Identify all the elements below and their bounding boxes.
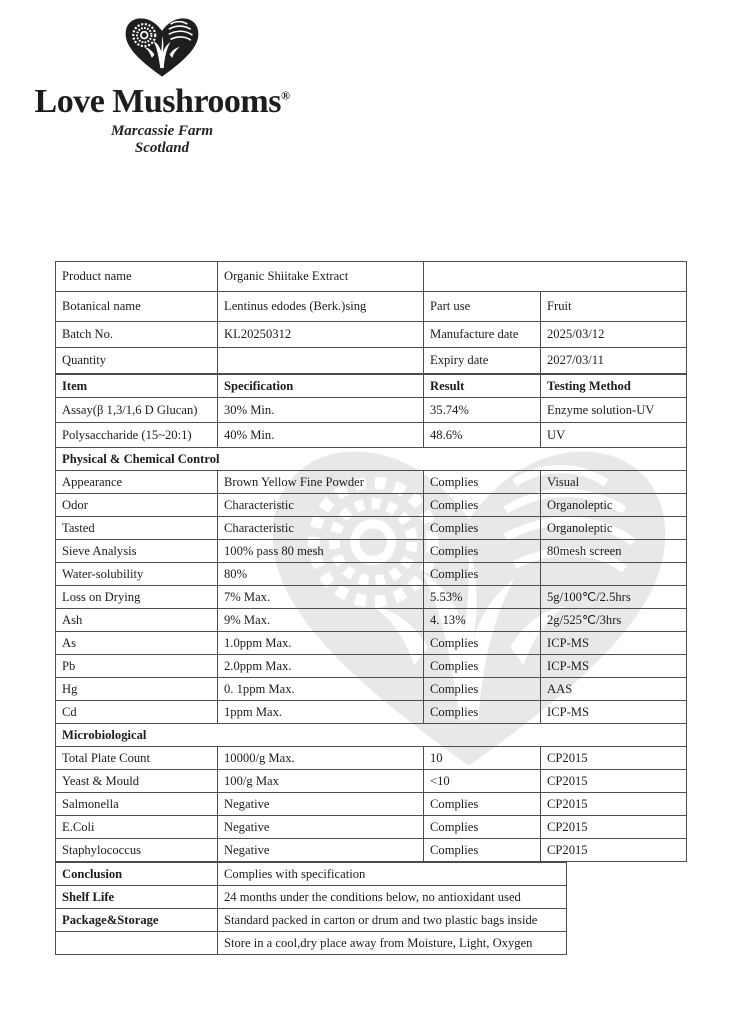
cell-label: Package&Storage: [56, 909, 218, 932]
cell-result: Complies: [424, 655, 541, 678]
col-header-item: Item: [56, 374, 218, 398]
cell-method: CP2015: [541, 770, 687, 793]
cell-item: E.Coli: [56, 816, 218, 839]
cell-label: Shelf Life: [56, 886, 218, 909]
cell-item: Ash: [56, 609, 218, 632]
certificate-main-table: [55, 261, 687, 862]
cell-item: Cd: [56, 701, 218, 724]
cell-result: Complies: [424, 540, 541, 563]
cell-value: 2027/03/11: [541, 348, 687, 375]
registered-mark: ®: [280, 88, 290, 103]
cell-method: CP2015: [541, 816, 687, 839]
cell-item: Assay(β 1,3/1,6 D Glucan): [56, 398, 218, 423]
cell-method: Organoleptic: [541, 517, 687, 540]
table-row-odor: [56, 494, 687, 517]
table-row-conclusion: [56, 863, 567, 886]
cell-spec: Characteristic: [218, 494, 424, 517]
certificate-summary-table: [55, 862, 567, 955]
brand-logo-block: [33, 14, 291, 157]
table-row-column-headers: [56, 374, 687, 398]
brand-tagline: [33, 123, 291, 157]
cell-value: Organic Shiitake Extract: [218, 262, 424, 292]
cell-value: 24 months under the conditions below, no antioxidant used: [218, 886, 567, 909]
table-row-water-solubility: [56, 563, 687, 586]
cell-label: Product name: [56, 262, 218, 292]
cell-spec: 40% Min.: [218, 423, 424, 448]
cell-item: Total Plate Count: [56, 747, 218, 770]
table-row-polysaccharide: [56, 423, 687, 448]
cell-result: Complies: [424, 494, 541, 517]
cell-method: ICP-MS: [541, 701, 687, 724]
cell-result: Complies: [424, 839, 541, 862]
cell-spec: Negative: [218, 839, 424, 862]
table-section-microbiological: [56, 724, 687, 747]
brand-name: [33, 85, 291, 119]
cell-item: Staphylococcus: [56, 839, 218, 862]
cell-spec: 1ppm Max.: [218, 701, 424, 724]
tagline-farm: Marcassie Farm: [110, 123, 214, 139]
table-row-quantity: [56, 348, 687, 375]
cell-value: 2025/03/12: [541, 322, 687, 348]
cell-method: UV: [541, 423, 687, 448]
cell-item: Hg: [56, 678, 218, 701]
table-row-as: [56, 632, 687, 655]
cell-item: Tasted: [56, 517, 218, 540]
col-header-testing-method: Testing Method: [541, 374, 687, 398]
cell-method: CP2015: [541, 747, 687, 770]
cell-item: Loss on Drying: [56, 586, 218, 609]
cell-label: Expiry date: [424, 348, 541, 375]
cell-item: Odor: [56, 494, 218, 517]
cell-method: CP2015: [541, 793, 687, 816]
table-row-cd: [56, 701, 687, 724]
cell-item: Polysaccharide (15~20:1): [56, 423, 218, 448]
cell-result: 4. 13%: [424, 609, 541, 632]
col-header-specification: Specification: [218, 374, 424, 398]
cell-spec: 7% Max.: [218, 586, 424, 609]
cell-result: Complies: [424, 793, 541, 816]
cell-merged-empty: [424, 262, 687, 292]
cell-label: [56, 932, 218, 955]
table-row-staphylococcus: [56, 839, 687, 862]
cell-spec: 30% Min.: [218, 398, 424, 423]
cell-spec: 100/g Max: [218, 770, 424, 793]
cell-item: Yeast & Mould: [56, 770, 218, 793]
table-row-yeast-mould: [56, 770, 687, 793]
cell-result: Complies: [424, 563, 541, 586]
cell-spec: Characteristic: [218, 517, 424, 540]
table-row-shelf-life: [56, 886, 567, 909]
cell-value: [218, 348, 424, 375]
cell-label: Batch No.: [56, 322, 218, 348]
cell-method: CP2015: [541, 839, 687, 862]
cell-method: ICP-MS: [541, 655, 687, 678]
table-row-batch-no: [56, 322, 687, 348]
cell-label: Quantity: [56, 348, 218, 375]
cell-item: Appearance: [56, 471, 218, 494]
table-row-pb: [56, 655, 687, 678]
table-row-product-name: [56, 262, 687, 292]
cell-value: KL20250312: [218, 322, 424, 348]
table-row-tasted: [56, 517, 687, 540]
cell-value: Fruit: [541, 292, 687, 322]
cell-item: Salmonella: [56, 793, 218, 816]
cell-spec: 10000/g Max.: [218, 747, 424, 770]
cell-value: Complies with specification: [218, 863, 567, 886]
cell-value: Lentinus edodes (Berk.)sing: [218, 292, 424, 322]
cell-result: Complies: [424, 517, 541, 540]
table-row-loss-on-drying: [56, 586, 687, 609]
table-row-total-plate-count: [56, 747, 687, 770]
cell-item: As: [56, 632, 218, 655]
cell-result: Complies: [424, 816, 541, 839]
cell-result: <10: [424, 770, 541, 793]
cell-result: Complies: [424, 678, 541, 701]
cell-method: [541, 563, 687, 586]
cell-method: ICP-MS: [541, 632, 687, 655]
cell-result: 10: [424, 747, 541, 770]
cell-value: Store in a cool,dry place away from Moisture, Light, Oxygen: [218, 932, 567, 955]
cell-spec: Negative: [218, 793, 424, 816]
table-row-sieve-analysis: [56, 540, 687, 563]
cell-spec: 9% Max.: [218, 609, 424, 632]
cell-label: Conclusion: [56, 863, 218, 886]
cell-method: AAS: [541, 678, 687, 701]
cell-method: 2g/525℃/3hrs: [541, 609, 687, 632]
table-row-appearance: [56, 471, 687, 494]
table-row-botanical-name: [56, 292, 687, 322]
brand-name-text: Love Mushrooms: [34, 83, 281, 120]
tagline-country: Scotland: [134, 139, 190, 156]
cell-result: 35.74%: [424, 398, 541, 423]
cell-method: Enzyme solution-UV: [541, 398, 687, 423]
table-row-package-storage: [56, 909, 567, 932]
cell-method: Organoleptic: [541, 494, 687, 517]
cell-spec: 1.0ppm Max.: [218, 632, 424, 655]
cell-method: Visual: [541, 471, 687, 494]
table-row-ecoli: [56, 816, 687, 839]
cell-item: Pb: [56, 655, 218, 678]
table-section-physical-chemical: [56, 448, 687, 471]
cell-value: Standard packed in carton or drum and two plastic bags inside: [218, 909, 567, 932]
cell-spec: 2.0ppm Max.: [218, 655, 424, 678]
cell-spec: Brown Yellow Fine Powder: [218, 471, 424, 494]
cell-result: Complies: [424, 701, 541, 724]
table-row-hg: [56, 678, 687, 701]
col-header-result: Result: [424, 374, 541, 398]
cell-spec: Negative: [218, 816, 424, 839]
table-row-salmonella: [56, 793, 687, 816]
table-row-assay: [56, 398, 687, 423]
cell-result: Complies: [424, 632, 541, 655]
cell-label: Part use: [424, 292, 541, 322]
cell-result: 5.53%: [424, 586, 541, 609]
table-row-storage-note: [56, 932, 567, 955]
cell-item: Sieve Analysis: [56, 540, 218, 563]
table-row-ash: [56, 609, 687, 632]
cell-label: Botanical name: [56, 292, 218, 322]
section-header: Microbiological: [56, 724, 687, 747]
cell-spec: 100% pass 80 mesh: [218, 540, 424, 563]
cell-method: 80mesh screen: [541, 540, 687, 563]
cell-label: Manufacture date: [424, 322, 541, 348]
heart-mushroom-icon: [111, 14, 213, 80]
cell-method: 5g/100℃/2.5hrs: [541, 586, 687, 609]
certificate-table-wrap: [55, 261, 687, 955]
section-header: Physical & Chemical Control: [56, 448, 687, 471]
cell-result: Complies: [424, 471, 541, 494]
cell-item: Water-solubility: [56, 563, 218, 586]
cell-result: 48.6%: [424, 423, 541, 448]
cell-spec: 80%: [218, 563, 424, 586]
cell-spec: 0. 1ppm Max.: [218, 678, 424, 701]
